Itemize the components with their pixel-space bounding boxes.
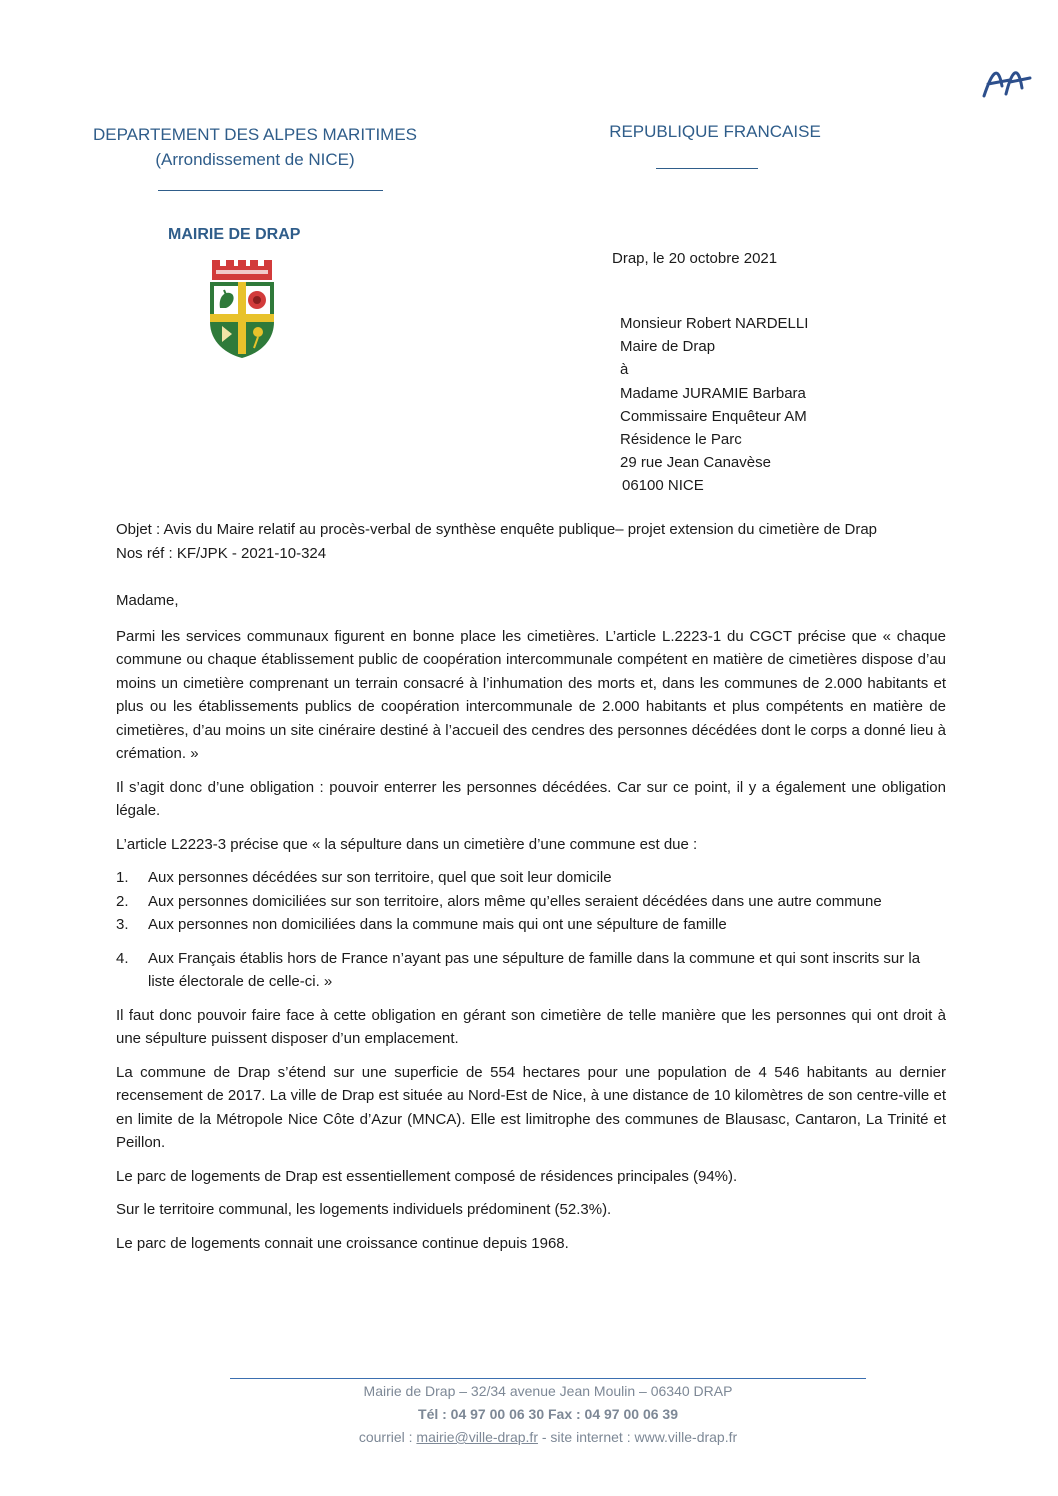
paragraph: La commune de Drap s’étend sur une superficie de 554 hectares pour une population de 4 546 habitants au dernier recensement de 2017. La ville de Drap est située au Nord-Est de Nice, à une distance de 10 kilomètres de son centre-ville et en limite de la Métropole Nice Côte d’Azur (MNCA). Elle est limitrophe des communes de Blausasc, Cantaron, La Trinité et Peillon. <box>116 1063 946 1151</box>
paragraph: Il s’agit donc d’une obligation : pouvoir enterrer les personnes décédées. Car sur ce point, il y a également une obligation légale. <box>116 778 946 819</box>
recipient-line: Madame JURAMIE Barbara <box>620 384 806 402</box>
header-left <box>90 122 420 172</box>
recipient-line: Maire de Drap <box>620 338 716 356</box>
list-number: 2. <box>116 892 129 910</box>
department-title: DEPARTEMENT DES ALPES MARITIMES <box>92 125 418 144</box>
footer-website: - site internet : www.ville-drap.fr <box>537 1429 738 1445</box>
arrondissement-title: (Arrondissement de NICE) <box>155 150 355 169</box>
header-left-rule <box>158 190 383 191</box>
list-item <box>116 913 946 937</box>
paragraph: Il faut donc pouvoir faire face à cette obligation en gérant son cimetière de telle manière que les personnes qui ont droit à une sépulture puissent disposer d’un emplacement. <box>116 1006 946 1047</box>
object-line: Objet : Avis du Maire relatif au procès-verbal de synthèse enquête publique– projet extension du cimetière de Drap <box>116 521 878 538</box>
paragraph: Sur le territoire communal, les logements individuels prédominent (52.3%). <box>116 1201 612 1218</box>
list-item <box>116 947 946 994</box>
list-number: 4. <box>116 949 129 967</box>
recipient-line: à <box>620 361 629 379</box>
date-line: Drap, le 20 octobre 2021 <box>612 250 778 267</box>
list-text: Aux personnes non domiciliées dans la commune mais qui ont une sépulture de famille <box>148 916 727 933</box>
footer-contact <box>230 1426 866 1449</box>
recipient-line: 29 rue Jean Canavèse <box>620 454 771 472</box>
recipient-block <box>620 312 808 498</box>
footer-rule <box>230 1378 866 1379</box>
list-item <box>116 890 946 914</box>
recipient-line: Résidence le Parc <box>620 431 742 449</box>
footer-email-label: courriel : <box>358 1429 417 1445</box>
footer-address: Mairie de Drap – 32/34 avenue Jean Moulin – 06340 DRAP <box>363 1383 733 1399</box>
header-right-rule <box>656 168 758 169</box>
letter-body <box>116 518 946 1265</box>
footer <box>230 1380 866 1449</box>
republic-title: REPUBLIQUE FRANCAISE <box>609 122 821 141</box>
list-number: 3. <box>116 916 129 933</box>
paragraph: L’article L2223-3 précise que « la sépulture dans un cimetière d’une commune est due : <box>116 835 698 853</box>
salutation: Madame, <box>116 592 179 609</box>
paragraph: Parmi les services communaux figurent en bonne place les cimetières. L’article L.2223-1 du CGCT précise que « chaque commune ou chaque établissement public de coopération intercommunale compétent en matière de cimetières dispose d’au moins un cimetière comprenant un terrain consacré à l’inhumation des morts et, dans les communes de 2.000 habitants et plus ou les établissements publics de coopération intercommunale de 2.000 habitants et plus compétents en matière de cimetières, d’au moins un site cinéraire destiné à l’accueil des cendres des personnes décédées dont le corps a donné lieu à crémation. » <box>116 627 946 762</box>
paragraph: Le parc de logements de Drap est essentiellement composé de résidences principales (94%). <box>116 1167 738 1185</box>
list-text: Aux Français établis hors de France n’ayant pas une sépulture de famille dans la commune et qui sont inscrits sur la liste électorale de celle-ci. » <box>148 949 921 990</box>
paragraph: Le parc de logements connait une croissance continue depuis 1968. <box>116 1234 569 1252</box>
mairie-title: MAIRIE DE DRAP <box>168 226 301 243</box>
footer-phone: Tél : 04 97 00 06 30 Fax : 04 97 00 06 39 <box>418 1406 678 1422</box>
numbered-list <box>116 866 946 994</box>
recipient-line: Monsieur Robert NARDELLI <box>620 315 809 332</box>
object-block <box>116 518 946 565</box>
initials-signature-icon <box>980 58 1032 102</box>
coat-of-arms-icon <box>202 260 282 360</box>
list-text: Aux personnes décédées sur son territoire, quel que soit leur domicile <box>148 869 612 886</box>
list-number: 1. <box>116 869 129 886</box>
footer-email-link[interactable]: mairie@ville-drap.fr <box>416 1429 538 1445</box>
reference-line: Nos réf : KF/JPK - 2021-10-324 <box>116 544 327 562</box>
list-text: Aux personnes domiciliées sur son territoire, alors même qu’elles seraient décédées dans une autre commune <box>148 892 882 910</box>
recipient-line: Commissaire Enquêteur AM <box>620 407 807 425</box>
recipient-line: 06100 NICE <box>622 477 704 495</box>
list-item <box>116 866 946 890</box>
